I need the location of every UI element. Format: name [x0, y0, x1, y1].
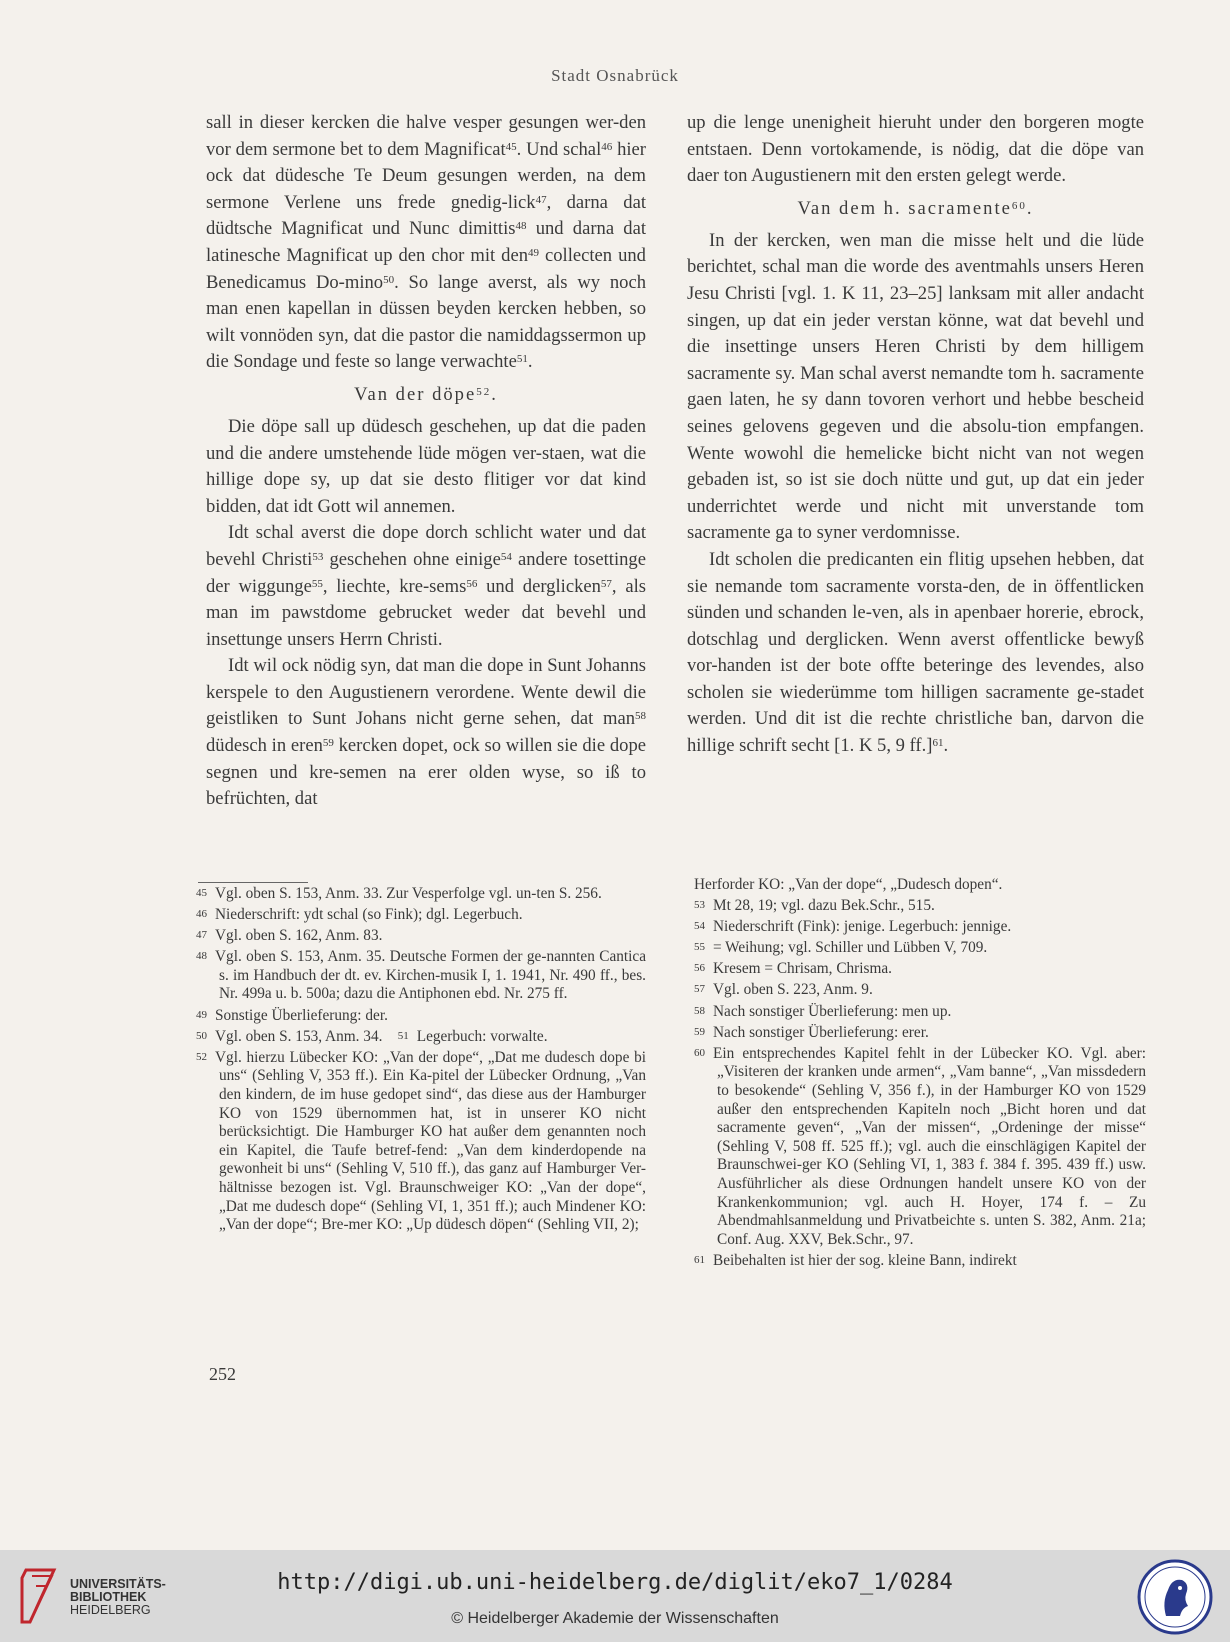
institution-line: HEIDELBERG	[70, 1603, 151, 1617]
footnote	[694, 1252, 1146, 1271]
footnote-number: 59	[694, 1025, 705, 1038]
footnote-ref[interactable]: 60	[1011, 199, 1027, 212]
text-run: Idt wil ock nödig syn, dat man die dope in Sunt Johanns kerspele to den Augustienern verordene. Wente dewil die geistliken to Sunt Johans nicht gerne sehen, dat man	[206, 655, 646, 730]
footnote	[694, 960, 1146, 979]
footnote	[694, 1045, 1146, 1250]
footnote-text: = Weihung; vgl. Schiller und Lübben V, 709.	[713, 939, 988, 957]
footnote-text: Ein entsprechendes Kapitel fehlt in der Lübecker KO. Vgl. aber: „Visiteren der kranken unde armen“, „Vam banne“, „Van missdedern to besokende“ (Sehling V, 356 f.), in der Hamburger KO von 1529 außer den entsprechenden Kapiteln noch „Bicht horen und dat sacramente geven“, „Van der missen“, „Ordeninge der misse“ (Sehling V, 508 ff. 525 ff.); vgl. auch die einschlägigen Kapitel der Braunschwei-ger KO (Sehling VI, 1, 383 f. 384 f. 395. 439 ff.) usw. Ausführlicher als diese Ordnungen handelt unsere KO von der Krankenkommunion; vgl. auch H. Hoyer, 174 f. – Zu Abendmahlsanmeldung und Privatbeichte s. unten S. 382, Anm. 21a; Conf. Aug. XXV, Bek.Schr., 97.	[713, 1044, 1146, 1248]
institution-line: BIBLIOTHEK	[70, 1590, 147, 1604]
text-run: collecten und Benedicamus Do-mino	[206, 244, 646, 293]
text-run: andere tosettinge der wiggunge	[206, 548, 646, 597]
footnote-text: Niederschrift (Fink): jenige. Legerbuch: jennige.	[713, 918, 1012, 936]
text-run: Idt scholen die predicanten ein flitig upsehen hebben, dat sie nemande tom sacramente vorsta-den, de in öffentlicken sünden und schanden le-ven, als in apenbaer horerie, ebrock, dotschlag und derglicken. Wenn averst offentlicke bewyß vor-handen ist der bote offte beteringe des levendes, also scholen sie wiederümme tom hilligen sacramente ge-stadet werden. Und dit ist die rechte christliche ban, darvon die hillige schrift secht [1. K 5, 9 ff.]	[687, 548, 1144, 757]
footnote	[196, 1028, 646, 1047]
footnote-text: Kresem = Chrisam, Chrisma.	[713, 960, 892, 978]
footnote-ref[interactable]: 59	[322, 737, 334, 750]
section-heading-sacramente	[687, 194, 1144, 224]
footnote	[196, 1007, 646, 1026]
footnote	[196, 906, 646, 925]
footnote-text: Vgl. oben S. 223, Anm. 9.	[713, 981, 873, 999]
footnote-number: 55	[694, 941, 705, 954]
footnote-number: 53	[694, 899, 705, 912]
footnote-number: 46	[196, 908, 207, 921]
footnote	[694, 1024, 1146, 1043]
footnote-ref[interactable]: 51	[516, 353, 528, 366]
text-run: .	[943, 735, 949, 757]
text-run: und derglicken	[477, 575, 601, 597]
text-run: kercken dopet, ock so willen sie die dope segnen und kre-semen na erer olden wyse, so iß to befrüchten, dat	[206, 735, 646, 810]
heading-text: .	[1026, 197, 1034, 219]
footnote-ref[interactable]: 49	[528, 246, 539, 259]
footnote-ref[interactable]: 45	[505, 140, 517, 153]
footnote-number: 54	[694, 920, 705, 933]
footnote	[694, 981, 1146, 1000]
paragraph: Die döpe sall up düdesch geschehen, up dat die paden und die andere umstehende lüde mögen ver-staen, wat die hillige dope sy, up dat sie desto flitiger vor dat kind bidden, dat idt Gott wil annemen.	[206, 415, 646, 517]
text-run: . So lange averst, als wy noch man enen kapellan in düssen beyden kercken hebben, so wilt vonnöden syn, dat die pastor die namiddagssermon up die Sondage und feste so lange verwachte	[206, 271, 646, 373]
footnote	[694, 897, 1146, 916]
paragraph	[206, 653, 646, 813]
text-run: . Und schal	[516, 138, 602, 160]
right-column	[687, 110, 1144, 760]
footnote-text: Mt 28, 19; vgl. dazu Bek.Schr., 515.	[713, 897, 935, 915]
footnote-number: 56	[694, 962, 705, 975]
footnote-number: 49	[196, 1008, 207, 1021]
academy-seal-icon	[1136, 1558, 1214, 1636]
footnote-ref[interactable]: 57	[600, 577, 612, 590]
paragraph	[687, 547, 1144, 760]
footnote-text: Vgl. oben S. 153, Anm. 35. Deutsche Formen der ge-nannten Cantica s. im Handbuch der dt. ev. Kirchen-musik I, 1. 1941, Nr. 490 ff., bes. Nr. 499a u. b. 500a; dazu die Antiphonen ebd. Nr. 275 ff.	[215, 948, 646, 1003]
paragraph: up die lenge unenigheit hieruht under den borgeren mogte entstaen. Denn vortokamende, is nödig, dat die döpe van daer ton Augustienern mit den ersten gelegt werde.	[687, 112, 1144, 187]
text-run: düdesch in eren	[206, 735, 323, 757]
footnotes-left	[196, 882, 646, 1237]
footnote-ref[interactable]: 61	[932, 737, 944, 750]
paragraph	[206, 110, 646, 376]
footnote-ref[interactable]: 46	[601, 140, 613, 153]
footnote-number: 61	[694, 1253, 705, 1266]
footnote	[694, 1003, 1146, 1022]
institution-line: UNIVERSITÄTS-	[70, 1577, 166, 1591]
footnote-number: 57	[694, 983, 705, 996]
running-head: Stadt Osnabrück	[551, 66, 679, 85]
text-run: .	[527, 351, 533, 373]
footnote-separator	[198, 882, 308, 883]
footnote	[694, 918, 1146, 937]
footnote-text: Vgl. hierzu Lübecker KO: „Van der dope“, „Dat me dudesch dope bi uns“ (Sehling V, 353 ff.). Ein Ka-pitel der Lübecker Ordnung, „Van den kindern, de im huse gedopet sind“, das diese aus der Hamburger KO von 1529 übernommen hat, ist in unserer KO nicht berücksichtigt. Die Hamburger KO hat außer dem genannten noch ein Kapitel, die Taufe betref-fend: „Van dem kinderdopende na gewonheit bi uns“ (Sehling V, 510 ff.), das ganz auf Hamburger Ver-hältnisse bezogen ist. Vgl. Braunschweiger KO: „Van der dope“, „Dat me dudesch dope“ (Sehling VI, 1, 351 ff.); auch Mindener KO: „Van der dope“; Bre-mer KO: „Up düdesch döpen“ (Sehling VII, 2);	[215, 1048, 646, 1234]
footnote	[196, 885, 646, 904]
heading-text: Van dem h. sacramente	[797, 197, 1012, 219]
footnote-number: 51	[397, 1029, 409, 1042]
footnotes-right	[694, 876, 1146, 1273]
heading-text: Van der döpe	[354, 383, 477, 405]
footnote-number: 60	[694, 1046, 705, 1059]
footnote-number: 48	[196, 950, 207, 963]
footnote-number: 50	[196, 1029, 207, 1042]
footnote	[694, 939, 1146, 958]
footnote-text: Beibehalten ist hier der sog. kleine Bann, indirekt	[713, 1251, 1017, 1269]
heading-text: .	[491, 383, 498, 405]
text-run: geschehen ohne einige	[323, 548, 501, 570]
text-run: , liechte, kre-sems	[322, 575, 467, 597]
section-heading-doepe	[206, 380, 646, 410]
page-number: 252	[209, 1364, 236, 1384]
footnote-ref[interactable]: 56	[466, 577, 478, 590]
text-run: , darna dat düdtsche Magnificat und Nunc dimittis	[206, 191, 646, 240]
footnote-ref[interactable]: 53	[312, 550, 324, 563]
footnote-ref[interactable]: 55	[311, 577, 323, 590]
footnote-ref[interactable]: 48	[515, 220, 527, 233]
text-run: Idt schal averst die dope dorch schlicht water und dat bevehl Christi	[206, 522, 646, 570]
footnote	[196, 927, 646, 946]
footnote-ref[interactable]: 47	[535, 193, 547, 206]
footnote-ref[interactable]: 54	[500, 550, 512, 563]
footnote-number: 47	[196, 929, 207, 942]
footnote-ref[interactable]: 50	[383, 273, 395, 286]
footnote-text: Sonstige Überlieferung: der.	[215, 1006, 388, 1024]
text-run: und darna dat latinesche Magnificat up den chor mit den	[206, 218, 646, 266]
footnote-text: Vgl. oben S. 153, Anm. 33. Zur Vesperfolge vgl. un-ten S. 256.	[215, 885, 602, 902]
footnote-ref[interactable]: 52	[476, 385, 492, 398]
footnote-text: Niederschrift: ydt schal (so Fink); dgl. Legerbuch.	[215, 906, 523, 924]
copyright-notice: © Heidelberger Akademie der Wissenschaften	[451, 1610, 779, 1627]
left-column	[206, 110, 646, 813]
footnote-ref[interactable]: 58	[635, 710, 646, 723]
footnote-text: Nach sonstiger Überlieferung: erer.	[713, 1023, 929, 1041]
paragraph	[206, 520, 646, 653]
viewer-footer	[0, 1550, 1230, 1642]
text-run: sall in dieser kercken die halve vesper gesungen wer-den vor dem sermone bet to dem Magnificat	[206, 112, 646, 160]
permalink-url[interactable]: http://digi.ub.uni-heidelberg.de/diglit/eko7_1/0284	[277, 1570, 953, 1595]
footnote-text: Vgl. oben S. 162, Anm. 83.	[215, 927, 383, 945]
footnote-text: Nach sonstiger Überlieferung: men up.	[713, 1002, 952, 1020]
footnote-number: 58	[694, 1004, 705, 1017]
footnote-text: Legerbuch: vorwalte.	[416, 1027, 548, 1045]
text-run: hier ock dat düdesche Te Deum gesungen werden, na dem sermone Verlene uns frede gnedig-lick	[206, 138, 646, 213]
paragraph: In der kercken, wen man die misse helt und die lüde berichtet, schal man die worde des aventmahls unsers Heren Jesu Christi [vgl. 1. K 11, 23–25] lanksam mit aller andacht singen, up dat ein jeder verstan könne, wat dat bevehl und die insettinge unsers Heren Christi by dem hilligem sacramente sy. Man schal averst nemandte tom h. sacramente gaen laten, he sy dann tovoren verhort und hebbe bescheid seines gelovens gegeven und die absolu-tion empfangen. Wente wowohl die hemelicke bicht nicht van not wegen gebaden ist, so ist sie doch nütte und gut, up dat ein jeder underrichtet werde und nicht mit unverstande tom sacramente ga to syner verdomnisse.	[687, 229, 1144, 544]
footnote-number: 52	[196, 1050, 207, 1063]
footnote-text: Vgl. oben S. 153, Anm. 34.	[215, 1027, 383, 1045]
footnote	[196, 948, 646, 1004]
footnote	[196, 1049, 646, 1235]
text-run: , als man im pawstdome gebrucket weder dat bevehl und insettunge unsers Herrn Christi.	[206, 575, 646, 650]
footnote-number: 45	[196, 887, 207, 899]
footnote-continuation: Herforder KO: „Van der dope“, „Dudesch dopen“.	[694, 876, 1003, 893]
